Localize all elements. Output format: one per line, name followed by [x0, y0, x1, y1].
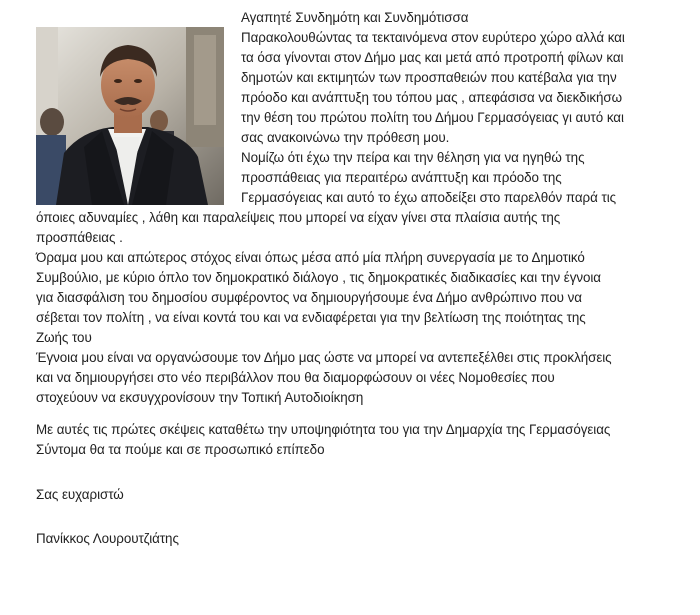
- letter-line: στοχεύουν να εκσυγχρονίσουν την Τοπική Αυτοδιοίκηση: [36, 390, 364, 405]
- author-photo-image: [36, 27, 224, 205]
- greeting: Αγαπητέ Συνδημότη και Συνδημότισσα: [241, 10, 469, 25]
- closing-thanks: Σας ευχαριστώ: [36, 487, 124, 502]
- candidacy-line: Με αυτές τις πρώτες σκέψεις καταθέτω την υποψηφιότητα του για την Δημαρχία της Γερμασόγειας: [36, 422, 611, 437]
- letter-line: Όραμα μου και απώτερος στόχος είναι όπως μέσα από μία πλήρη συνεργασία με το Δημοτικό: [36, 250, 585, 265]
- letter-line: για διασφάλιση του δημοσίου συμφέροντος να δημιουργήσουμε ένα Δήμο ανθρώπινο που να: [36, 290, 582, 305]
- letter-line: και να δημιουργήσει στο νέο περιβάλλον που θα διαμορφώσουν οι νέες Νομοθεσίες που: [36, 370, 555, 385]
- letter-line: Παρακολουθώντας τα τεκταινόμενα στον ευρύτερο χώρο αλλά και: [241, 30, 625, 45]
- letter-line: προσπάθειας για περαιτέρω ανάπτυξη και πρόοδο της: [241, 170, 562, 185]
- signature: Πανίκκος Λουρουτζιάτης: [36, 531, 179, 546]
- letter-line: σέβεται τον πολίτη , να είναι κοντά του και να ενδιαφέρεται για την βελτίωση της ποιότητας της: [36, 310, 586, 325]
- letter-line: Συμβούλιο, με κύριο όπλο τον δημοκρατικό διάλογο , τις δημοκρατικές διαδικασίες και την έγνοια: [36, 270, 602, 285]
- candidacy-line: Σύντομα θα τα πούμε και σε προσωπικό επίπεδο: [36, 442, 325, 457]
- letter-line: Ζωής του: [36, 330, 92, 345]
- letter-line: Νομίζω ότι έχω την πείρα και την θέληση για να ηγηθώ της: [241, 150, 585, 165]
- letter-line: όποιες αδυναμίες , λάθη και παραλείψεις που μπορεί να είχαν γίνει στα πλαίσια αυτής της: [36, 210, 561, 225]
- letter-line: Γερμασόγειας και αυτό το έχω αποδείξει στο παρελθόν παρά τις: [241, 190, 617, 205]
- letter-line: Έγνοια μου είναι να οργανώσουμε τον Δήμο μας ώστε να μπορεί να αντεπεξέλθει στις προκλήσεις: [36, 350, 612, 365]
- letter-line: την θέση του πρώτου πολίτη του Δήμου Γερμασόγειας γι αυτό και: [241, 110, 624, 125]
- letter-line: πρόοδο και ανάπτυξη του τόπου μας , απεφάσισα να διεκδικήσω: [241, 90, 623, 105]
- letter-line: σας ανακοινώνω την πρόθεση μου.: [241, 130, 450, 145]
- letter-line: προσπάθειας .: [36, 230, 123, 245]
- author-photo: [36, 27, 224, 205]
- letter-line: τα όσα γίνονται στον Δήμο μας και μετά από προτροπή φίλων και: [241, 50, 624, 65]
- letter-line: δημοτών και εκτιμητών των προσπαθειών που κατέβαλα για την: [241, 70, 617, 85]
